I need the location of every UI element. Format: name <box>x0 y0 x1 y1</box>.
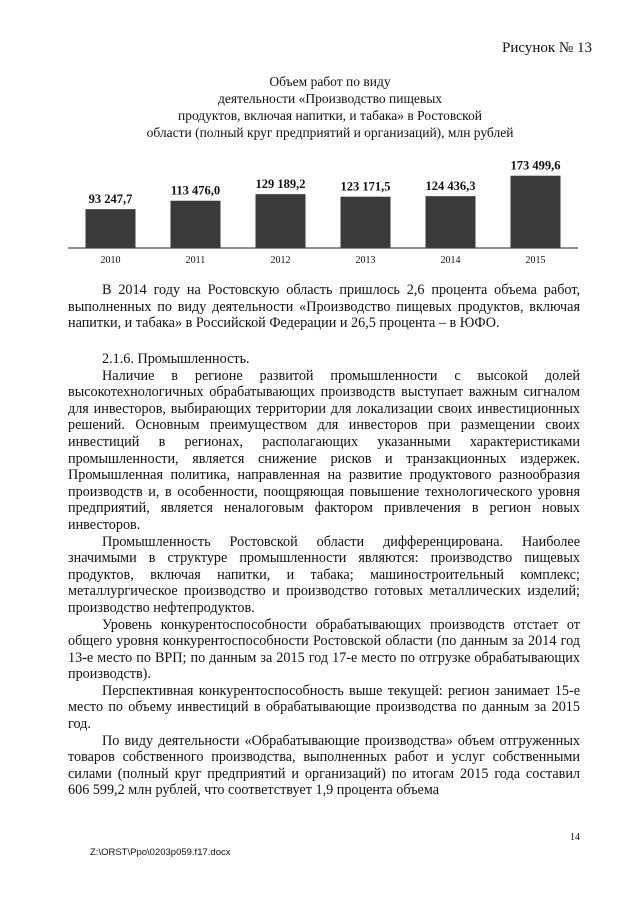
bar-2011 <box>171 201 221 248</box>
chart-title-line: деятельности «Производство пищевых <box>217 91 443 106</box>
paragraph: Перспективная конкурентоспособность выше текущей: регион занимает 15-е место по объему инвестиций в обрабатывающие производства по данным за 2015 год. <box>68 682 580 733</box>
x-tick-label-2010: 2010 <box>100 255 121 266</box>
data-label-2011: 113 476,0 <box>170 183 221 198</box>
paragraph: Наличие в регионе развитой промышленности с высокой долей высокотехнологичных обрабатывающих производств выступает важным сигналом для инвесторов, выбирающих территории для локализации своих инвестиционных решений. Основным преимуществом для инвесторов при размещении своих инвестиций в регионах, располагающих указанными характеристиками промышленности, является снижение рисков и транзакционных издержек. Промышленная политика, направленная на развитие продуктового разнообразия производств и, в особенности, поощряющая повышение технологического уровня предприятий, является неналоговым фактором привлечения в регион новых инвесторов. <box>68 367 580 533</box>
x-tick-label-2014: 2014 <box>440 255 461 266</box>
bar-2013 <box>341 197 391 248</box>
paragraph: Промышленность Ростовской области дифференцирована. Наиболее значимыми в структуре промышленности являются: производство пищевых продуктов, включая напитки, и табака; машиностроительный комплекс; металлургическое производство и производство готовых металлических изделий; производство нефтепродуктов. <box>68 533 580 616</box>
section-text <box>68 351 580 799</box>
section-heading: 2.1.6. Промышленность. <box>102 351 250 367</box>
bar-2015 <box>511 176 561 248</box>
chart-title-line: продуктов, включая напитки, и табака» в Ростовской <box>177 108 483 123</box>
bar-2010 <box>86 209 136 248</box>
chart-title <box>90 73 570 141</box>
x-tick-label-2011: 2011 <box>185 255 206 266</box>
chart-title-line: Объем работ по виду <box>269 74 391 89</box>
intro-text <box>68 282 580 332</box>
intro-paragraph: В 2014 году на Ростовскую область пришлось 2,6 процента объема работ, выполненных по виду деятельности «Производство пищевых продуктов, включая напитки, и табака» в Российской Федерации и 26,5 процента – в ЮФО. <box>68 282 580 332</box>
bar-2014 <box>426 196 476 248</box>
figure-label: Рисунок № 13 <box>502 40 592 56</box>
data-label-2013: 123 171,5 <box>340 179 391 194</box>
file-path: Z:\ORST\Ppo\0203p059.f17.docx <box>90 847 231 858</box>
x-tick-label-2012: 2012 <box>270 255 291 266</box>
data-label-2015: 173 499,6 <box>510 158 561 173</box>
x-tick-label-2013: 2013 <box>355 255 376 266</box>
paragraph: Уровень конкурентоспособности обрабатывающих производств отстает от общего уровня конкурентоспособности Ростовской области (по данным за 2014 год 13-е место по ВРП; по данным за 2015 год 17-е место по отгрузке обрабатывающих производств). <box>68 616 580 683</box>
chart-title-line: области (полный круг предприятий и организаций), млн рублей <box>146 125 514 140</box>
paragraph: По виду деятельности «Обрабатывающие производства» объем отгруженных товаров собственного производства, выполненных работ и услуг собственными силами (полный круг предприятий и организаций) по итогам 2015 года составил 606 599,2 млн рублей, что соответствует 1,9 процента объема <box>68 732 580 799</box>
x-tick-label-2015: 2015 <box>525 255 546 266</box>
bar-chart <box>0 158 640 273</box>
data-label-2014: 124 436,3 <box>425 179 476 194</box>
bar-2012 <box>256 194 306 248</box>
data-label-2012: 129 189,2 <box>255 177 306 192</box>
data-label-2010: 93 247,7 <box>88 192 133 207</box>
page-number: 14 <box>570 832 580 843</box>
